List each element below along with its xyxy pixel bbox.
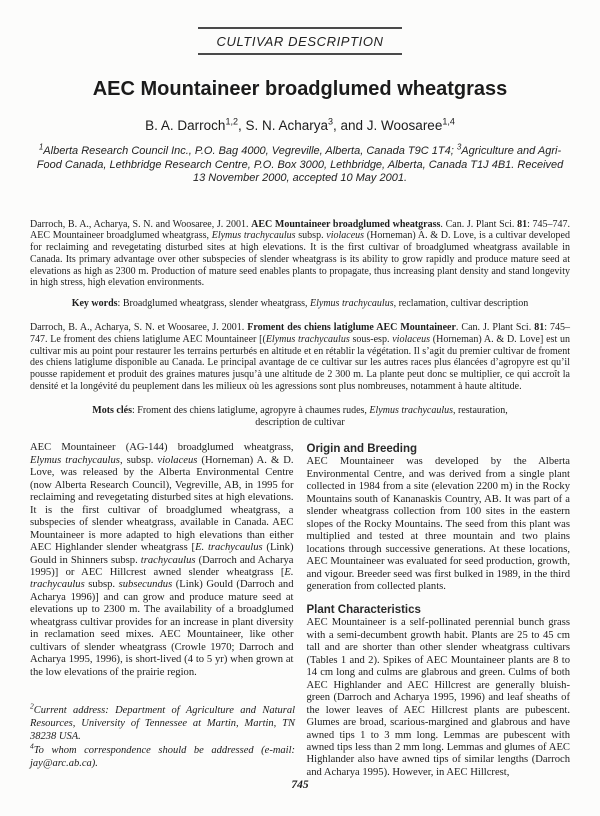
abstract-english: Darroch, B. A., Acharya, S. N. and Woosaree, J. 2001. AEC Mountaineer broadglumed wheatgrass. Can. J. Plant Sci. 81: 745–747. AEC Mountaineer broadglumed wheatgrass, Elymus trachycaulus subsp. violaceus (Horneman) A. & D. Love, is a cultivar developed for reclaiming and revegetating disturbed sites at high elevations. It is the first cultivar of broadglumed wheatgrass available in Canada. Its primary advantage over other subspecies of slender wheatgrass is its ability to grow rapidly and produce mature seed at elevations as high as 2300 m. Production of mature seed enables plants to propagate, thus increasing plant density and stand longevity in high stress, high elevation environments. [30, 218, 571, 289]
section-banner-wrap [30, 27, 570, 55]
right-column [307, 442, 571, 779]
keywords-english: Key words: Broadglumed wheatgrass, slender wheatgrass, Elymus trachycaulus, reclamation, cultivar description [71, 298, 529, 310]
origin-and-breeding-paragraph: AEC Mountaineer was developed by the Alberta Environmental Centre, and was derived from a single plant collected in 1984 from a site (elevation 2200 m) in the Rocky Mountains south of Kananaskis Country, AB. It was part of a slender wheatgrass collection from 100 sites in the eastern slopes of the Rocky Mountains. The seed from this plant was multiplied and tested at three mountain and two plains locations through successive generations. At these locations, AEC Mountaineer was evaluated for seed production, growth, and vigour. Breeder seed was first bulked in 1989, in the third generation from collected plants. [306, 456, 570, 592]
affiliation-line: $^1$Alberta Research Council Inc., P.O. Bag 4000, Vegreville, Alberta, Canada T9C 1T4; $^3$Agriculture and Agri-Food Canada, Lethbridge Research Centre, P.O. Box 3000, Lethbridge, Alberta, Canada T1J 4B1. Received 13 November 2000, accepted 10 May 2001. [36, 142, 564, 184]
footnote-current-address: $^2$Current address: Department of Agriculture and Natural Resources, University of Tennessee at Martin, Martin, TN 38238 USA. [30, 701, 295, 743]
abstract-french: Darroch, B. A., Acharya, S. N. et Woosaree, J. 2001. Froment des chiens latiglume AEC Mountaineer. Can. J. Plant Sci. 81: 745–747. Le froment des chiens latiglume AEC Mountaineer [(Elymus trachycaulus sous-esp. violaceus (Horneman) A. & D. Love] est un cultivar mis au point pour restaurer les terrains perturbés en altitude et en rétablir la végétation. Il s’agit du premier cultivar de froment des chiens latiglume disponible au Canada. Le principal avantage de ce cultivar sur les autres races plus élancées d’agropyre est qu’il pousse rapidement et produit des graines matures jusqu’à une altitude de 2 300 m. La plante peut donc se multiplier, ce qui accroît la densité et la longévité du peuplement dans les milieux où les agressions sont plus nombreuses, notamment à haute altitude. [30, 322, 571, 393]
page-number: 745 [291, 779, 309, 791]
section-banner: CULTIVAR DESCRIPTION [198, 27, 401, 55]
intro-paragraph: AEC Mountaineer (AG-144) broadglumed wheatgrass, Elymus trachycaulus, subsp. violaceus (Horneman) A. & D. Love, was released by the Alberta Environmental Centre (now Alberta Research Council), Vegreville, AB, in 1995 for reclaiming and revegetating disturbed sites at high elevations. It is the first cultivar of broadglumed wheatgrass, a subspecies of slender wheatgrass, available in Canada. AEC Mountaineer is more adapted to high elevations than either AEC Highlander slender wheatgrass [E. trachycaulus (Link) Gould in Shinners subsp. trachycaulus (Darroch and Acharya 1995)] or AEC Hillcrest awned slender wheatgrass [E. trachycaulus subsp. subsecundus (Link) Gould (Darroch and Acharya 1996)] and can grow and produce mature seed at elevations up to 2300 m. The availability of a broadglumed wheatgrass cultivar provides for an increase in plant diversity in reclamation seed mixes. AEC Mountaineer, like other cultivars of slender wheatgrass (Crowle 1970; Darroch and Acharya 1995, 1996), is short-lived (4 to 5 yr) when grown at the low elevations of the prairie region. [30, 442, 294, 678]
heading-plant-characteristics: Plant Characteristics [306, 604, 421, 617]
footnote-correspondence: $^4$To whom correspondence should be addressed (e-mail: jay@arc.ab.ca). [30, 741, 295, 769]
authors-line: B. A. Darroch$^{1,2}$, S. N. Acharya$^3$, and J. Woosaree$^{1,4}$ [145, 116, 455, 133]
keywords-french: Mots clés: Froment des chiens latiglume, agropyre à chaumes rudes, Elymus trachycaulus, restauration, description de cultivar [92, 404, 508, 428]
article-title: AEC Mountaineer broadglumed wheatgrass [92, 78, 508, 100]
plant-characteristics-paragraph: AEC Mountaineer is a self-pollinated perennial bunch grass with a semi-decumbent growth habit. Plants are 25 to 45 cm tall and are shorter than other slender wheatgrass cultivars (Tables 1 and 2). Spikes of AEC Mountaineer plants are 8 to 14 cm long and culms are glabrous and green. Culms of both AEC Highlander and AEC Hillcrest are generally bluish-green (Darroch and Acharya 1995, 1996) and leaf sheaths of the lower leaves of AEC Hillcrest plants are pubescent. Glumes are broad, scarious-margined and glabrous and have awned tips 1 to 3 mm long. Lemmas are pubescent with awned tips less than 2 mm long. Lemmas and glumes of AEC Highlander also have awned tips of similar lengths (Darroch and Acharya 1995). However, in AEC Hillcrest, [306, 617, 570, 778]
footnote-block [30, 701, 295, 770]
heading-origin-and-breeding: Origin and Breeding [306, 443, 418, 456]
